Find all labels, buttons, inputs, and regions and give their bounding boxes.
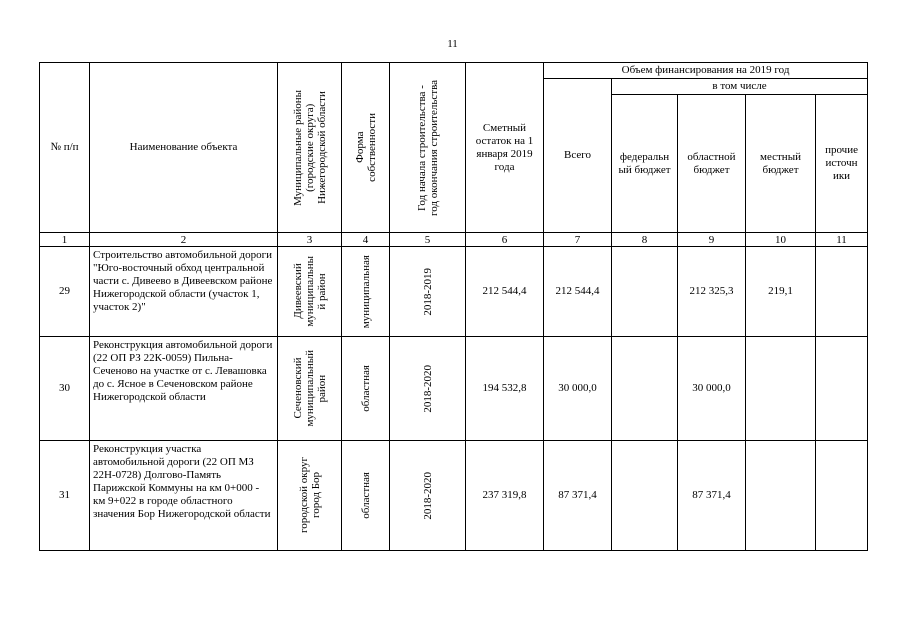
municipal-line: муниципальны [303, 256, 316, 327]
row-years [390, 337, 466, 441]
column-number: 5 [390, 233, 466, 247]
column-number: 4 [342, 233, 390, 247]
municipal-line: муниципальный [303, 350, 316, 427]
header-col-name: Наименование объекта [90, 63, 278, 233]
row-years [390, 247, 466, 337]
municipal-line: Дивеевский [291, 263, 304, 320]
financing-table [39, 62, 868, 551]
header-years-line: Год начала строительства - [415, 84, 428, 211]
row-local [746, 441, 816, 551]
row-no: 31 [40, 441, 90, 551]
row-ownership [342, 441, 390, 551]
row-estimate: 212 544,4 [466, 247, 544, 337]
row-local [746, 337, 816, 441]
header-ownership-line: Форма [353, 131, 366, 164]
row-federal [612, 337, 678, 441]
row-total: 30 000,0 [544, 337, 612, 441]
header-col-other: прочие источн ики [816, 95, 868, 233]
table-row [40, 441, 868, 551]
header-col-no: № п/п [40, 63, 90, 233]
row-name: Строительство автомобильной дороги "Юго-восточный обход центральной части с. Дивеево в Дивеевском районе Нижегородской области (участок 1, участок 2)" [90, 247, 278, 337]
years-text: 2018-2020 [421, 364, 434, 413]
row-municipal [278, 247, 342, 337]
row-federal [612, 247, 678, 337]
row-no: 30 [40, 337, 90, 441]
header-municipal-line: (городские округа) [303, 103, 316, 192]
column-number: 8 [612, 233, 678, 247]
header-col-municipal [278, 63, 342, 233]
header-years-line: год окончания строительства [427, 79, 440, 216]
municipal-line: город Бор [309, 472, 322, 519]
column-number: 3 [278, 233, 342, 247]
header-municipal-line: Муниципальные районы [291, 89, 304, 206]
row-local: 219,1 [746, 247, 816, 337]
row-total: 87 371,4 [544, 441, 612, 551]
municipal-line: Сеченовский [291, 357, 304, 419]
row-regional: 212 325,3 [678, 247, 746, 337]
ownership-text: областная [359, 365, 372, 412]
header-municipal-line: Нижегородской области [315, 91, 328, 204]
row-municipal [278, 337, 342, 441]
row-name: Реконструкция автомобильной дороги (22 ОП РЗ 22К-0059) Пильна-Сеченово на участке от с. Левашовка до с. Ясное в Сеченовском районе Нижегородской области [90, 337, 278, 441]
column-number: 1 [40, 233, 90, 247]
row-other [816, 247, 868, 337]
row-ownership [342, 337, 390, 441]
row-regional: 30 000,0 [678, 337, 746, 441]
row-federal [612, 441, 678, 551]
column-number: 11 [816, 233, 868, 247]
row-no: 29 [40, 247, 90, 337]
column-number: 2 [90, 233, 278, 247]
row-estimate: 237 319,8 [466, 441, 544, 551]
header-col-years [390, 63, 466, 233]
municipal-line: район [315, 374, 328, 403]
years-text: 2018-2020 [421, 471, 434, 520]
column-number: 9 [678, 233, 746, 247]
header-col-ownership [342, 63, 390, 233]
row-municipal [278, 441, 342, 551]
municipal-line: городской округ [297, 457, 310, 534]
row-regional: 87 371,4 [678, 441, 746, 551]
header-ownership-line: собственности [365, 113, 378, 182]
header-col-local: местный бюджет [746, 95, 816, 233]
column-number: 10 [746, 233, 816, 247]
header-including: в том числе [612, 79, 868, 95]
table-row [40, 337, 868, 441]
header-col-regional: областной бюджет [678, 95, 746, 233]
row-total: 212 544,4 [544, 247, 612, 337]
page-number: 11 [447, 38, 458, 50]
years-text: 2018-2019 [421, 267, 434, 316]
header-financing-group: Объем финансирования на 2019 год [544, 63, 868, 79]
ownership-text: муниципальная [359, 254, 372, 329]
row-other [816, 337, 868, 441]
municipal-line: й район [315, 273, 328, 310]
row-other [816, 441, 868, 551]
row-name: Реконструкция участка автомобильной дороги (22 ОП МЗ 22Н-0728) Долгово-Память Парижской Коммуны на км 0+000 - км 9+022 в городе областного значения Бор Нижегородской области [90, 441, 278, 551]
row-years [390, 441, 466, 551]
table-row [40, 247, 868, 337]
header-col-estimate: Сметный остаток на 1 января 2019 года [466, 63, 544, 233]
row-ownership [342, 247, 390, 337]
ownership-text: областная [359, 472, 372, 519]
column-number: 6 [466, 233, 544, 247]
header-col-federal: федеральн ый бюджет [612, 95, 678, 233]
header-col-total: Всего [544, 79, 612, 233]
column-number: 7 [544, 233, 612, 247]
row-estimate: 194 532,8 [466, 337, 544, 441]
